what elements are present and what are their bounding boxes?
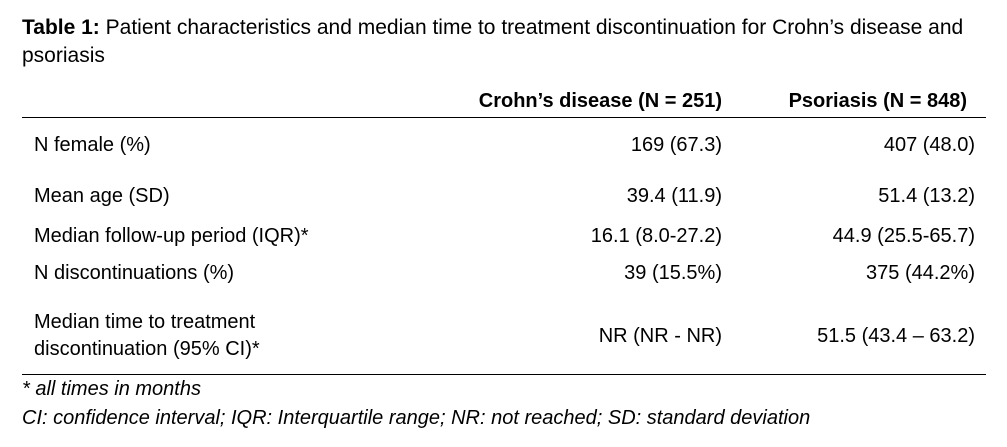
cell-psoriasis-followup: 44.9 (25.5-65.7) bbox=[832, 225, 975, 247]
cell-crohns-female: 169 (67.3) bbox=[630, 134, 722, 156]
row-label-discontinuations: N discontinuations (%) bbox=[34, 262, 235, 284]
cell-psoriasis-age: 51.4 (13.2) bbox=[878, 185, 975, 207]
row-label-time-line1: Median time to treatment bbox=[34, 311, 256, 333]
cell-psoriasis-female: 407 (48.0) bbox=[883, 134, 975, 156]
table-caption bbox=[22, 14, 982, 70]
caption-label: Table 1: bbox=[22, 16, 100, 39]
cell-psoriasis-discontinuations: 375 (44.2%) bbox=[866, 262, 975, 284]
bottom-rule bbox=[22, 374, 986, 375]
row-label-age: Mean age (SD) bbox=[34, 185, 170, 207]
cell-crohns-age: 39.4 (11.9) bbox=[626, 185, 722, 207]
column-header-crohns: Crohn’s disease (N = 251) bbox=[478, 90, 722, 112]
row-label-time-line2: discontinuation (95% CI)* bbox=[34, 338, 260, 360]
footnote-abbreviations: CI: confidence interval; IQR: Interquartile range; NR: not reached; SD: standard deviation bbox=[22, 407, 811, 429]
footnote-times: * all times in months bbox=[22, 378, 201, 400]
row-label-followup: Median follow-up period (IQR)* bbox=[34, 225, 309, 247]
cell-crohns-discontinuations: 39 (15.5%) bbox=[624, 262, 722, 284]
caption-text: Patient characteristics and median time to treatment discontinuation for Crohn’s disease and psoriasis bbox=[22, 16, 964, 67]
column-header-psoriasis: Psoriasis (N = 848) bbox=[788, 90, 967, 112]
cell-crohns-time: NR (NR - NR) bbox=[598, 325, 722, 347]
cell-crohns-followup: 16.1 (8.0-27.2) bbox=[590, 225, 722, 247]
row-label-female: N female (%) bbox=[34, 134, 151, 156]
cell-psoriasis-time: 51.5 (43.4 – 63.2) bbox=[817, 325, 975, 347]
header-rule bbox=[22, 117, 986, 118]
